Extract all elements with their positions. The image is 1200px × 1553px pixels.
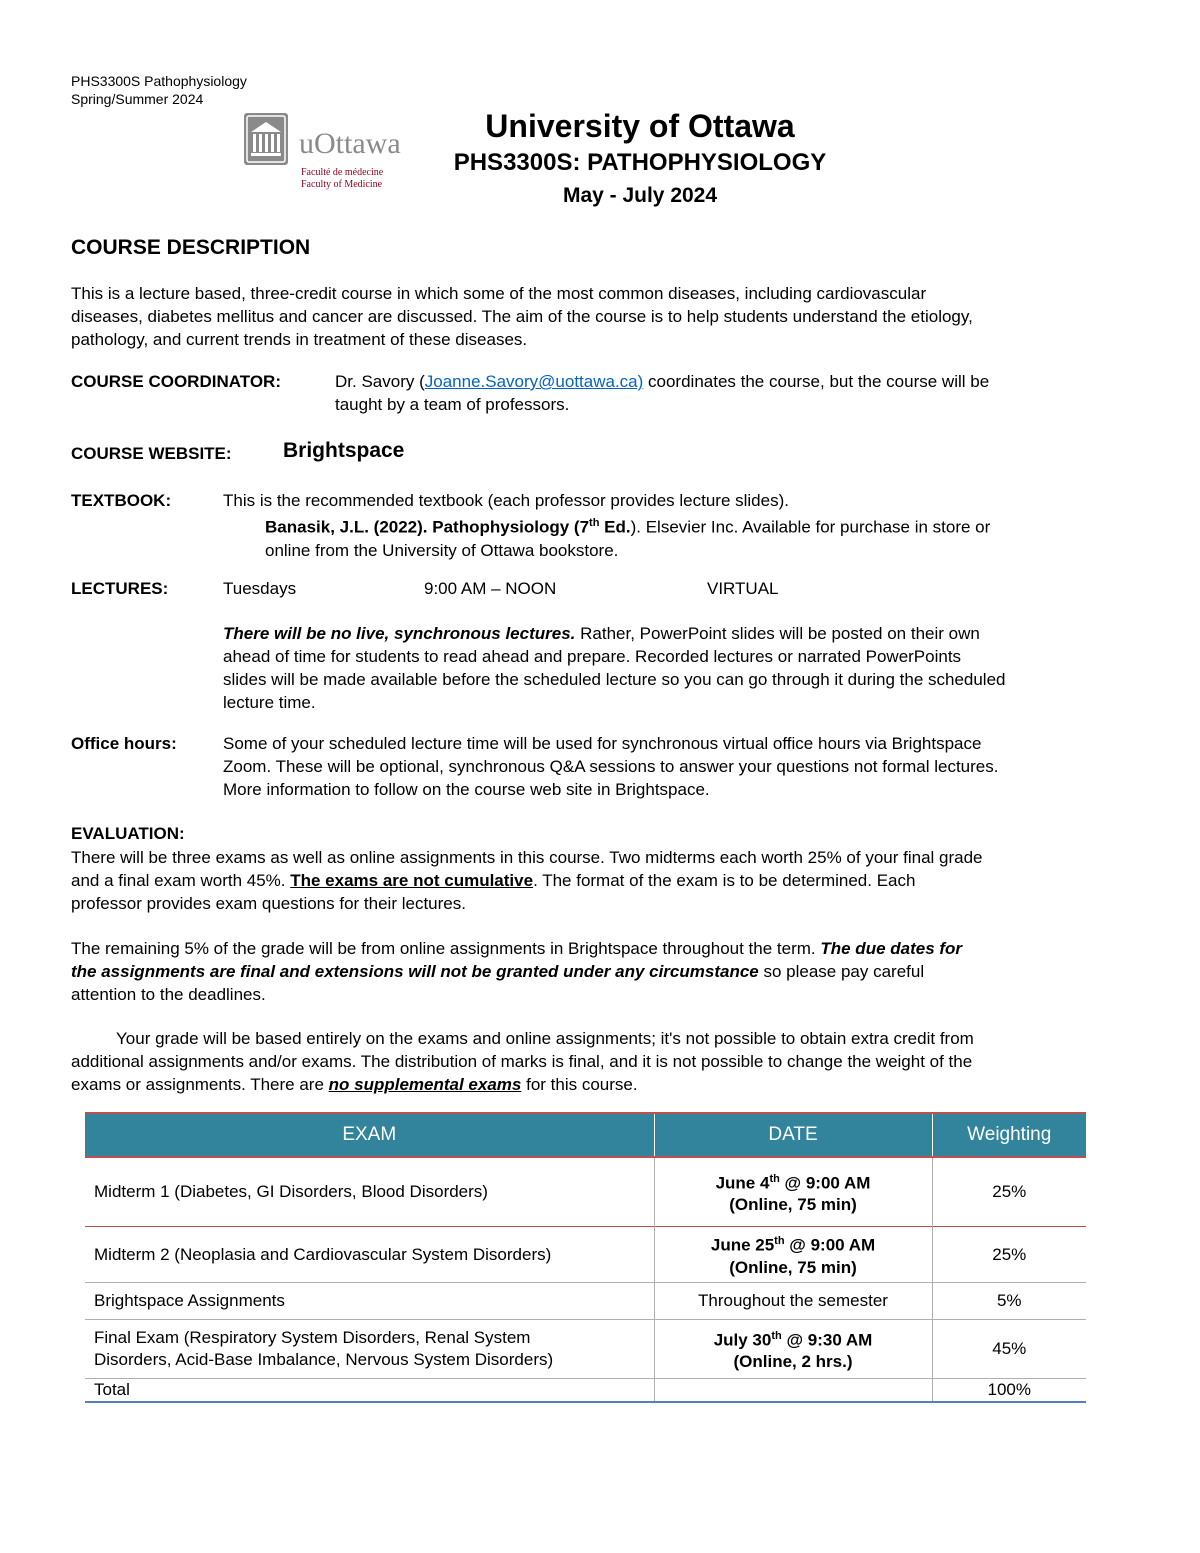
exam-cell: Total [85,1379,654,1403]
evaluation-line: There will be three exams as well as online assignments in this course. Two midterms each worth 25% of your final grade [71,848,983,867]
office-hours-text [223,732,1143,801]
office-hours-line: Zoom. These will be optional, synchronous Q&A sessions to answer your questions not formal lectures. [223,757,999,776]
lectures-note-line: ahead of time for students to read ahead and prepare. Recorded lectures or narrated PowerPoints [223,647,962,666]
table-row-total [85,1379,1086,1403]
table-header-row [85,1113,1086,1157]
evaluation-line: additional assignments and/or exams. The distribution of marks is final, and it is not possible to change the weight of the [71,1052,973,1071]
lectures-day: Tuesdays [223,579,297,598]
textbook-line1: This is the recommended textbook (each professor provides lecture slides). [223,491,789,510]
lectures-note-line: lecture time. [223,693,316,712]
coordinator-pre: Dr. Savory ( [335,372,425,391]
description-heading: COURSE DESCRIPTION [71,236,311,259]
weight-cell: 5% [932,1283,1086,1320]
header-weighting: Weighting [932,1113,1086,1157]
logo-faculty [301,167,383,191]
header-date: DATE [654,1113,932,1157]
date-time: @ 9:30 AM [781,1330,873,1350]
exam-line: Disorders, Acid-Base Imbalance, Nervous System Disorders) [94,1350,554,1369]
date-cell [654,1379,932,1403]
lectures-mode: VIRTUAL [707,579,779,598]
evaluation-line: Your grade will be based entirely on the exams and online assignments; it's not possible to obtain extra credit from [116,1029,974,1048]
date-cell [654,1227,932,1283]
textbook-ref-rest: ). Elsevier Inc. Available for purchase in store or [630,517,991,537]
evaluation-text: and a final exam worth 45%. [71,871,291,890]
lectures-note-line: Rather, PowerPoint slides will be posted on their own [575,624,980,643]
lectures-note-line: slides will be made available before the scheduled lecture so you can go through it during the scheduled [223,670,1006,689]
exam-cell: Brightspace Assignments [85,1283,654,1320]
office-hours-line: Some of your scheduled lecture time will be used for synchronous virtual office hours via Brightspace [223,734,982,753]
date-text: June 4 [715,1173,770,1193]
date-text: July 30 [713,1330,772,1350]
weight-cell: 25% [932,1227,1086,1283]
evaluation-text: so please pay careful [758,962,925,981]
date-time: @ 9:00 AM [779,1173,871,1193]
description-line: diseases, diabetes mellitus and cancer are discussed. The aim of the course is to help students understand the etiology, [71,307,973,326]
running-header [71,72,247,108]
date-cell [654,1320,932,1379]
date-sup: th [774,1235,785,1248]
exam-cell: Midterm 2 (Neoplasia and Cardiovascular System Disorders) [85,1227,654,1283]
description-line: This is a lecture based, three-credit course in which some of the most common diseases, including cardiovascular [71,284,927,303]
evaluation-line: professor provides exam questions for their lectures. [71,894,466,913]
uottawa-logo [243,112,433,196]
website-value: Brightspace [283,439,405,462]
date-cell: Throughout the semester [654,1283,932,1320]
date-mode: (Online, 75 min) [729,1257,857,1277]
table-row [85,1227,1086,1283]
office-hours-line: More information to follow on the course web site in Brightspace. [223,780,710,799]
office-hours-label: Office hours: [71,734,177,753]
exam-cell [85,1320,654,1379]
date-sup: th [771,1329,782,1342]
logo-faculty-en: Faculty of Medicine [301,179,383,190]
evaluation-emphasis: the assignments are final and extensions will not be granted under any circumstance [71,962,759,981]
evaluation-label: EVALUATION: [71,824,185,843]
header-course: PHS3300S Pathophysiology [71,73,247,89]
textbook-label: TEXTBOOK: [71,491,172,510]
evaluation-text: exams or assignments. There are [71,1075,329,1094]
coordinator-post: coordinates the course, but the course will be [643,372,990,391]
evaluation-table [85,1112,1086,1403]
evaluation-paragraph-1 [71,846,1151,915]
university-title: University of Ottawa [485,108,795,144]
description-text [71,282,973,351]
textbook-ref-sup: th [589,517,600,529]
evaluation-paragraph-3 [71,1027,1151,1096]
lectures-label: LECTURES: [71,579,169,598]
table-row [85,1283,1086,1320]
logo-faculty-fr: Faculté de médecine [301,167,384,178]
coordinator-line2: taught by a team of professors. [335,395,570,414]
date-mode: (Online, 2 hrs.) [733,1352,853,1372]
textbook-ref-bold-end: Ed. [599,517,631,537]
header-exam: EXAM [85,1113,654,1157]
lectures-time: 9:00 AM – NOON [424,579,557,598]
table-row [85,1320,1086,1379]
exam-line: Final Exam (Respiratory System Disorders, Renal System [94,1328,531,1347]
evaluation-text: for this course. [521,1075,638,1094]
evaluation-paragraph-2 [71,937,1151,1006]
date-sup: th [769,1172,780,1185]
date-text: June 25 [710,1235,775,1255]
evaluation-emphasis: The due dates for [820,939,963,958]
evaluation-emphasis: no supplemental exams [328,1075,522,1094]
exam-cell: Midterm 1 (Diabetes, GI Disorders, Blood Disorders) [85,1157,654,1227]
evaluation-line: attention to the deadlines. [71,985,266,1004]
evaluation-text: . The format of the exam is to be determined. Each [533,871,916,890]
weight-cell: 100% [932,1379,1086,1403]
table-row [85,1157,1086,1227]
coordinator-text [335,370,1135,416]
weight-cell: 45% [932,1320,1086,1379]
course-dates: May - July 2024 [562,184,718,207]
coordinator-label: COURSE COORDINATOR: [71,372,281,391]
date-cell [654,1157,932,1227]
lectures-emphasis: There will be no live, synchronous lectures. [223,624,576,643]
website-label: COURSE WEBSITE: [71,444,232,463]
evaluation-text: The remaining 5% of the grade will be from online assignments in Brightspace throughout the term. [71,939,821,958]
date-mode: (Online, 75 min) [729,1195,857,1215]
date-time: @ 9:00 AM [784,1235,876,1255]
logo-wordmark: uOttawa [299,127,401,160]
coordinator-email-link[interactable]: Joanne.Savory@uottawa.ca) [424,372,644,391]
textbook-ref-bold: Banasik, J.L. (2022). Pathophysiology (7 [265,517,590,537]
description-line: pathology, and current trends in treatment of these diseases. [71,330,528,349]
course-title: PHS3300S: PATHOPHYSIOLOGY [453,149,827,176]
header-term: Spring/Summer 2024 [71,91,204,107]
evaluation-emphasis: The exams are not cumulative [290,871,534,890]
textbook-reference [265,512,990,562]
textbook-line3: online from the University of Ottawa bookstore. [265,540,619,560]
weight-cell: 25% [932,1157,1086,1227]
lectures-note [223,622,1143,714]
